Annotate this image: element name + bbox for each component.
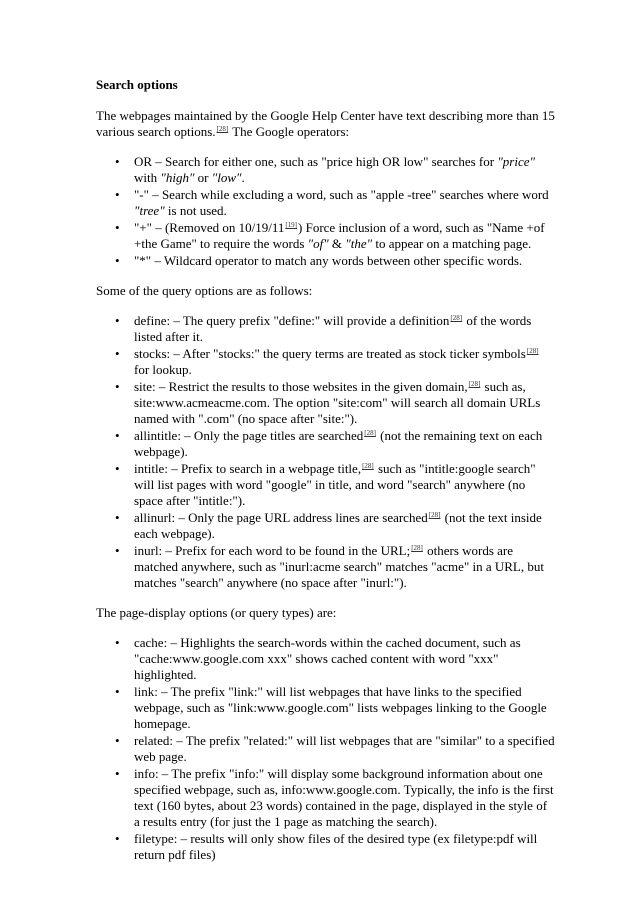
list-item-allinurl: • allinurl: – Only the page URL address lines are searched[28] (not the text inside each webpage).	[96, 510, 556, 542]
display-options-list	[96, 635, 556, 863]
citation-link[interactable]: [28]	[362, 462, 374, 470]
citation-link[interactable]: [28]	[428, 511, 441, 519]
intro-text: The webpages maintained by the Google Help Center have text describing more than 15 various search options.	[96, 108, 555, 139]
document-body	[96, 77, 556, 877]
citation-link[interactable]: [28]	[526, 347, 539, 355]
citation-link[interactable]: [28]	[364, 429, 376, 437]
list-item-intitle: • intitle: – Prefix to search in a webpage title,[28] such as "intitle:google search" will list pages with word "google" in title, and word "search" anywhere (no space after "intitle:").	[96, 461, 556, 509]
list-item-cache: • cache: – Highlights the search-words within the cached document, such as "cache:www.google.com xxx" shows cached content with word "xxx" highlighted.	[96, 635, 556, 683]
intro-text-end: The Google operators:	[229, 124, 350, 139]
citation-link[interactable]: [28]	[411, 544, 423, 552]
list-item-define: • define: – The query prefix "define:" will provide a definition[28] of the words listed after it.	[96, 313, 556, 345]
query-options-list	[96, 313, 556, 591]
list-item-or: • OR – Search for either one, such as "price high OR low" searches for "price" with "high" or "low".	[96, 154, 556, 186]
list-item-info: • info: – The prefix "info:" will display some background information about one specified webpage, such as, info:www.google.com. Typically, the info is the first text (160 bytes, about 23 words) contained in the page, displayed in the style of a results entry (for just the 1 page as matching the search).	[96, 766, 556, 830]
list-item-allintitle: • allintitle: – Only the page titles are searched[28] (not the remaining text on each webpage).	[96, 428, 556, 460]
intro-paragraph	[96, 108, 556, 140]
operators-list	[96, 154, 556, 269]
query-intro: Some of the query options are as follows:	[96, 283, 313, 298]
list-item-inurl: • inurl: – Prefix for each word to be found in the URL;[28] others words are matched anywhere, such as "inurl:acme search" matches "acme" in a URL, but matches "search" anywhere (no space after "inurl:").	[96, 543, 556, 591]
display-intro: The page-display options (or query types) are:	[96, 605, 337, 620]
list-item-plus: • "+" – (Removed on 10/19/11[19]) Force inclusion of a word, such as "Name +of +the Game" to require the words "of" & "the" to appear on a matching page.	[96, 220, 556, 252]
citation-link[interactable]: [28]	[468, 380, 481, 388]
citation-link[interactable]: [19]	[285, 221, 298, 229]
citation-link[interactable]: [28]	[216, 125, 229, 133]
list-item-link: • link: – The prefix "link:" will list webpages that have links to the specified webpage, such as "link:www.google.com" lists webpages linking to the Google homepage.	[96, 684, 556, 732]
list-item-stocks: • stocks: – After "stocks:" the query terms are treated as stock ticker symbols[28] for lookup.	[96, 346, 556, 378]
list-item-related: • related: – The prefix "related:" will list webpages that are "similar" to a specified web page.	[96, 733, 556, 765]
list-item-site: • site: – Restrict the results to those websites in the given domain,[28] such as, site:www.acmeacme.com. The option "site:com" will search all domain URLs named with ".com" (no space after "site:").	[96, 379, 556, 427]
citation-link[interactable]: [28]	[450, 314, 463, 322]
list-item-wildcard: • "*" – Wildcard operator to match any words between other specific words.	[96, 253, 556, 269]
section-heading: Search options	[96, 77, 178, 92]
list-item-minus: • "-" – Search while excluding a word, such as "apple -tree" searches where word "tree" is not used.	[96, 187, 556, 219]
list-item-filetype: • filetype: – results will only show files of the desired type (ex filetype:pdf will return pdf files)	[96, 831, 556, 863]
